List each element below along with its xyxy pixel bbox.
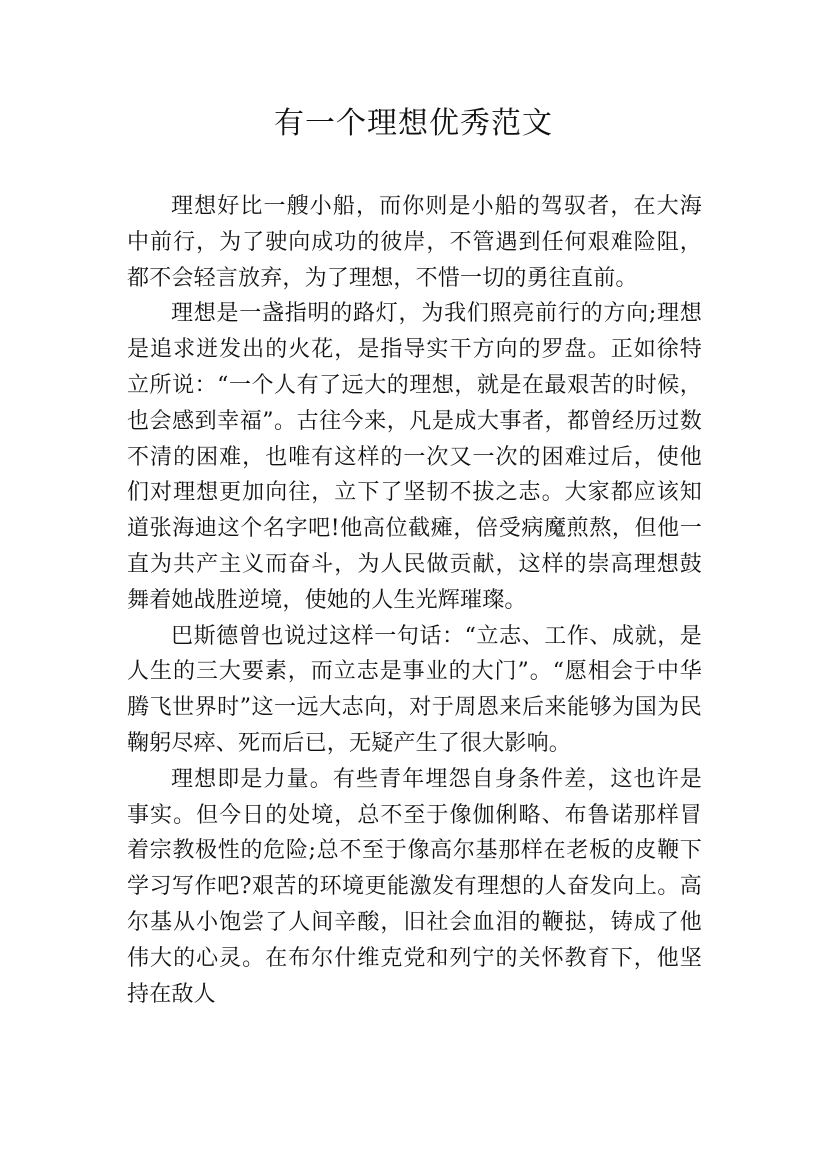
paragraph-1: 理想好比一艘小船，而你则是小船的驾驭者，在大海中前行，为了驶向成功的彼岸，不管遇到任何艰难险阻，都不会轻言放弃，为了理想，不惜一切的勇往直前。 [127, 194, 702, 291]
paragraph-4: 理想即是力量。有些青年埋怨自身条件差，这也许是事实。但今日的处境，总不至于像伽俐略、布鲁诺那样冒着宗教极性的危险;总不至于像高尔基那样在老板的皮鞭下学习写作吧?艰苦的环境更能激发有理想的人奋发向上。高尔基从小饱尝了人间辛酸，旧社会血泪的鞭挞，铸成了他伟大的心灵。在布尔什维克党和列宁的关怀教育下，他坚持在敌人 [127, 766, 702, 1007]
paragraph-3: 巴斯德曾也说过这样一句话：“立志、工作、成就，是人生的三大要素，而立志是事业的大门”。“愿相会于中华腾飞世界时”这一远大志向，对于周恩来后来能够为国为民鞠躬尽瘁、死而后已，无疑产生了很大影响。 [127, 623, 702, 756]
document-title: 有一个理想优秀范文 [274, 106, 553, 141]
document-body [127, 189, 702, 1012]
paragraph-2: 理想是一盏指明的路灯，为我们照亮前行的方向;理想是追求迸发出的火花，是指导实干方向的罗盘。正如徐特立所说：“一个人有了远大的理想，就是在最艰苦的时候，也会感到幸福”。古往今来，凡是成大事者，都曾经历过数不清的困难，也唯有这样的一次又一次的困难过后，使他们对理想更加向往，立下了坚韧不拔之志。大家都应该知道张海迪这个名字吧!他高位截瘫，倍受病魔煎熬，但他一直为共产主义而奋斗，为人民做贡献，这样的崇高理想鼓舞着她战胜逆境，使她的人生光辉璀璨。 [127, 301, 702, 613]
